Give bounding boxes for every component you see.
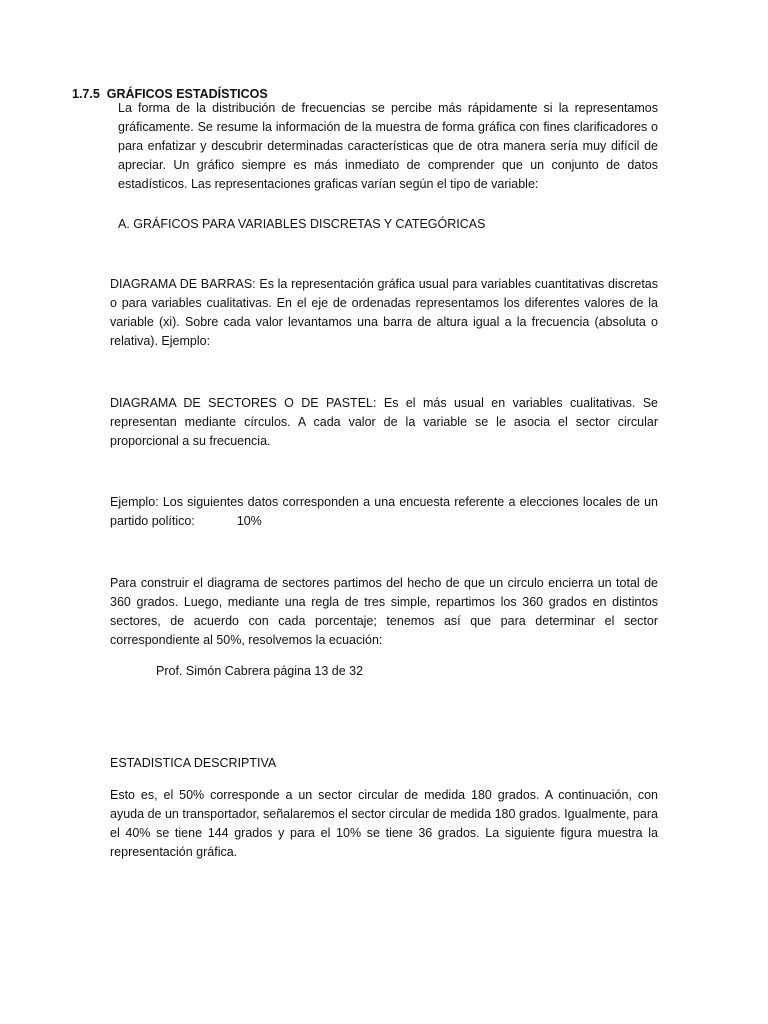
section-number: 1.7.5 — [72, 87, 100, 101]
bar-diagram-paragraph: DIAGRAMA DE BARRAS: Es la representación gráfica usual para variables cuantitativas discretas o para variables cualitativas. En el eje de ordenadas representamos los diferentes valores de la variable (xi). Sobre cada valor levantamos una barra de altura igual a la frecuencia (absoluta o relativa). Ejemplo: — [110, 277, 658, 348]
running-header: ESTADISTICA DESCRIPTIVA — [110, 756, 277, 770]
closing-paragraph: Esto es, el 50% corresponde a un sector circular de medida 180 grados. A continuación, con ayuda de un transportador, señalaremos el sector circular de medida 180 grados. Igualmente, para el 40% se tiene 144 grados y para el 10% se tiene 36 grados. La siguiente figura muestra la representación gráfica. — [110, 788, 658, 859]
intro-paragraph: La forma de la distribución de frecuencias se percibe más rápidamente si la representamos gráficamente. Se resume la información de la muestra de forma gráfica con fines clarificadores o para enfatizar y descubrir determinadas características que de otra manera sería muy difícil de apreciar. Un gráfico siempre es más inmediato de comprender que un conjunto de datos estadísticos. Las representaciones graficas varían según el tipo de variable: — [118, 101, 658, 191]
pie-diagram-paragraph: DIAGRAMA DE SECTORES O DE PASTEL: Es el más usual en variables cualitativas. Se representan mediante círculos. A cada valor de la variable se le asocia el sector circular proporcional a su frecuencia. — [110, 396, 658, 448]
example-text: Ejemplo: Los siguientes datos corresponden a una encuesta referente a elecciones locales de un partido político: — [110, 495, 658, 528]
example-paragraph — [110, 493, 658, 531]
page-footer: Prof. Simón Cabrera página 13 de 32 — [156, 664, 364, 678]
section-title: GRÁFICOS ESTADÍSTICOS — [106, 87, 268, 101]
subheading-a: A. GRÁFICOS PARA VARIABLES DISCRETAS Y CATEGÓRICAS — [118, 217, 486, 231]
construction-paragraph: Para construir el diagrama de sectores partimos del hecho de que un circulo encierra un total de 360 grados. Luego, mediante una regla de tres simple, repartimos los 360 grados en distintos sectores, de acuerdo con cada porcentaje; tenemos así que para determinar el sector correspondiente al 50%, resolvemos la ecuación: — [110, 576, 658, 647]
example-value: 10% — [236, 514, 262, 528]
